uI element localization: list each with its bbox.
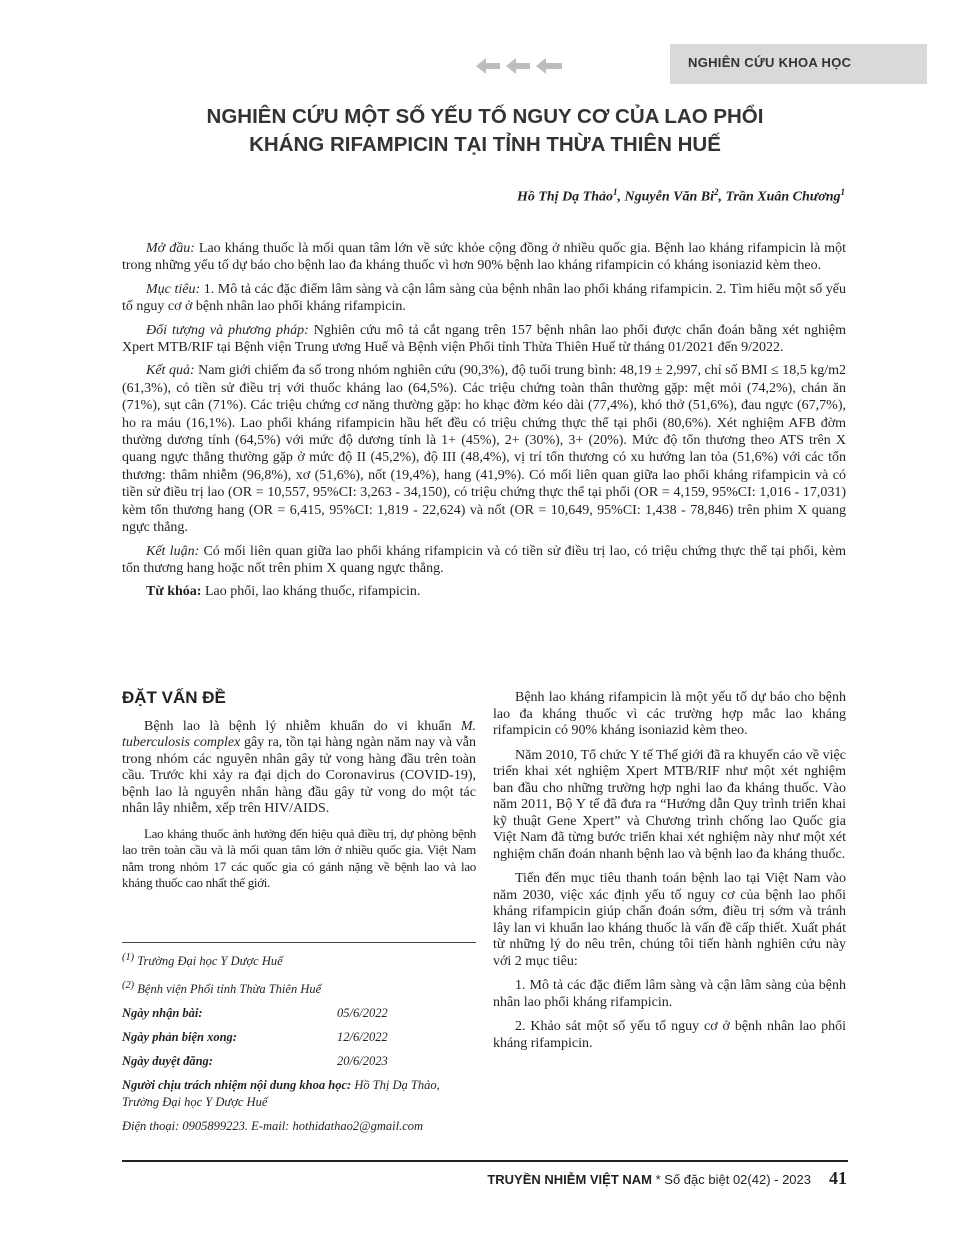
author-name: Hồ Thị Dạ Thảo	[516, 189, 614, 205]
body-text: Bệnh lao là bệnh lý nhiễm khuẩn do vi khuẩn	[144, 718, 461, 734]
author-affiliation-mark: 1	[613, 187, 618, 197]
keywords	[122, 583, 846, 600]
abstract-label: Kết quả:	[146, 363, 195, 379]
right-column	[493, 690, 846, 1060]
abstract-text: Nghiên cứu mô tả cắt ngang trên 157 bệnh nhân lao phổi được chẩn đoán bằng xét nghiệm Xpert MTB/RIF tại Bệnh viện Trung ương Huế và Bệnh viện Phổi tỉnh Thừa Thiên Huế từ tháng 01/2021 đến 9/2022.	[122, 322, 846, 356]
affiliation-text: Trường Đại học Y Dược Huế	[134, 954, 283, 969]
date-row	[122, 1029, 476, 1046]
date-value: 05/6/2022	[337, 1006, 388, 1021]
page-footer	[487, 1168, 847, 1189]
article-title	[120, 103, 850, 159]
body-paragraph: Lao kháng thuốc ảnh hưởng đến hiệu quả điều trị, dự phòng bệnh lao trên toàn cầu và là mối quan tâm lớn ở nhiều quốc gia. Việt Nam nằm trong nhóm 17 các quốc gia có gánh nặng về bệnh lao và lao kháng thuốc cao nhất thế giới.	[122, 825, 476, 890]
author-name: Trần Xuân Chương	[725, 189, 841, 205]
abstract-paragraph	[122, 240, 846, 275]
abstract-text: Nam giới chiếm đa số trong nhóm nghiên cứu (90,3%), độ tuổi trung bình: 48,19 ± 2,997, chỉ số BMI ≤ 18,5 kg/m2 (61,3%), có tiền sử điều trị với thuốc kháng lao (64,5%). Các triệu chứng toàn thân thường gặp: mệt mỏi (74,2%), chán ăn (71%), sụt cân (71%). Các triệu chứng cơ năng thường gặp: ho khạc đờm kéo dài (77,4%), khó thở (51,6%), đau ngực (67,7%), ho ra máu (16,1%). Lao phổi kháng rifampicin hầu hết đều có triệu chứng thực thể tại phổi (80,6%). Xét nghiệm AFB đờm thường dương tính (64,5%) với mức độ dương tính là 1+ (45%), 2+ (30%), 3+ (20%). Mức độ tổn thương theo ATS trên X quang ngực thẳng thường gặp ở mức độ II (45,2%), độ III (48,4%), vị trí tổn thương có xu hướng lan tỏa (51,6%) với các tổn thương: thâm nhiễm (96,8%), xơ (51,6%), nốt (19,4%), hang (41,9%). Có mối liên quan giữa lao phổi kháng rifampicin và có tiền sử điều trị lao (OR = 10,557, 95%CI: 3,263 - 34,150), có triệu chứng thực thể tại phổi (OR = 4,159, 95%CI: 1,016 - 17,031) kèm tổn thương hang (OR = 6,415, 95%CI: 1,819 - 22,624) và nốt (OR = 10,649, 95%CI: 1,438 - 78,846) trên phim X quang ngực thẳng.	[122, 363, 846, 536]
date-label: Ngày nhận bài:	[122, 1006, 203, 1021]
footer-divider	[122, 1160, 848, 1162]
affiliation-text: Bệnh viện Phổi tỉnh Thừa Thiên Huế	[134, 982, 322, 997]
issue-info: * Số đặc biệt 02(42) - 2023	[652, 1172, 811, 1187]
title-line-1: NGHIÊN CỨU MỘT SỐ YẾU TỐ NGUY CƠ CỦA LAO PHỔI	[206, 105, 764, 128]
author-affiliation-mark: 2	[714, 187, 719, 197]
date-label: Ngày duyệt đăng:	[122, 1054, 213, 1069]
abstract-label: Kết luận:	[146, 543, 200, 559]
body-paragraph: Năm 2010, Tổ chức Y tế Thế giới đã ra khuyến cáo về việc triển khai xét nghiệm Xpert MTB/RIF như một xét nghiệm ban đầu cho những trường hợp nghi lao đa kháng thuốc. Vào năm 2011, Bộ Y tế đã đưa ra “Hướng dẫn Quy trình triển khai kỹ thuật Gene Xpert” và Chương trình chống lao Quốc gia Việt Nam đã từng bước triển khai xét nghiệm này như một xét nghiệm chẩn đoán nhanh bệnh lao và bệnh lao đa kháng thuốc.	[493, 747, 846, 862]
section-label: NGHIÊN CỨU KHOA HỌC	[688, 55, 852, 70]
journal-name: TRUYỀN NHIỄM VIỆT NAM	[487, 1172, 652, 1187]
author-separator: ,	[718, 189, 726, 205]
responsible-label: Người chịu trách nhiệm nội dung khoa học:	[122, 1078, 352, 1093]
date-value: 20/6/2023	[337, 1054, 388, 1069]
contact-info: Điện thoại: 0905899223. E-mail: hothidathao2@gmail.com	[122, 1119, 424, 1134]
date-row	[122, 1005, 476, 1022]
responsible-author	[122, 1077, 476, 1111]
keywords-text: Lao phổi, lao kháng thuốc, rifampicin.	[201, 584, 421, 600]
page-number: 41	[829, 1168, 847, 1188]
left-column	[122, 690, 476, 900]
affiliation-mark: (2)	[122, 980, 135, 992]
title-line-2: KHÁNG RIFAMPICIN TẠI TỈNH THỪA THIÊN HUẾ	[249, 133, 721, 156]
decorative-arrows-icon	[476, 55, 566, 77]
date-label: Ngày phản biện xong:	[122, 1030, 237, 1045]
abstract-paragraph	[122, 543, 846, 578]
author-name: Nguyễn Văn Bi	[624, 189, 714, 205]
author-separator: ,	[617, 189, 625, 205]
body-paragraph: Bệnh lao kháng rifampicin là một yếu tố dự báo cho bệnh lao đa kháng thuốc vì các trường hợp mắc lao kháng rifampicin có 90% kháng isoniazid kèm theo.	[493, 690, 846, 738]
affiliation	[122, 949, 476, 970]
date-row	[122, 1053, 476, 1070]
article-info	[122, 942, 476, 1142]
notes-divider	[122, 942, 476, 943]
abstract-paragraph	[122, 362, 846, 536]
section-tab	[670, 44, 927, 84]
abstract-text: Có mối liên quan giữa lao phổi kháng rifampicin và có tiền sử điều trị lao, có triệu chứng thực thể tại phổi, kèm tổn thương hang hoặc nốt trên phim X quang ngực thẳng.	[122, 543, 846, 576]
body-text: gây ra, tồn tại hàng ngàn năm nay và vẫn trong nhóm các nguyên nhân gây tử vong hàng đầu trên toàn cầu. Trước khi xảy ra đại dịch do Coronavirus (COVID-19), bệnh lao là nguyên nhân hàng đầu gây tử vong do một tác nhân lây nhiễm, xếp trên HIV/AIDS.	[122, 735, 476, 816]
body-paragraph	[122, 719, 476, 818]
affiliation	[122, 977, 476, 998]
keywords-label: Từ khóa:	[146, 584, 202, 600]
species-name: M. tuberculosis complex	[122, 718, 476, 750]
abstract	[122, 240, 846, 607]
author-affiliation-mark: 1	[840, 187, 845, 197]
responsible-text: Hồ Thị Dạ Thảo, Trường Đại học Y Dược Huế	[122, 1078, 440, 1110]
abstract-label: Đối tượng và phương pháp:	[146, 322, 309, 338]
date-value: 12/6/2022	[337, 1030, 388, 1045]
abstract-label: Mở đầu:	[146, 241, 195, 256]
objective-item: 2. Khảo sát một số yếu tố nguy cơ ở bệnh nhân lao phổi kháng rifampicin.	[493, 1019, 846, 1051]
abstract-text: 1. Mô tả các đặc điểm lâm sàng và cận lâm sàng của bệnh nhân lao phổi kháng rifampicin. 2. Tìm hiểu một số yếu tố nguy cơ ở bệnh nhân lao phổi kháng rifampicin.	[122, 281, 847, 315]
abstract-label: Mục tiêu:	[146, 281, 201, 297]
affiliation-mark: (1)	[122, 952, 135, 963]
body-paragraph: Tiến đến mục tiêu thanh toán bệnh lao tại Việt Nam vào năm 2030, việc xác định yếu tố nguy cơ của bệnh lao phổi kháng rifampicin giúp chẩn đoán sớm, điều trị sớm và tránh lây lan vi khuẩn lao kháng thuốc là vấn đề cấp thiết. Xuất phát từ những lý do nêu trên, chúng tôi tiến hành nghiên cứu này với 2 mục tiêu:	[493, 871, 846, 969]
section-heading: ĐẶT VẤN ĐỀ	[122, 688, 226, 707]
abstract-text: Lao kháng thuốc là mối quan tâm lớn về sức khỏe cộng đồng ở nhiều quốc gia. Bệnh lao kháng rifampicin là một trong những yếu tố dự báo cho bệnh lao đa kháng thuốc vì hơn 90% bệnh lao kháng rifampicin có kháng isoniazid kèm theo.	[122, 241, 846, 274]
abstract-paragraph	[122, 281, 846, 316]
author-list	[517, 187, 845, 206]
abstract-paragraph	[122, 322, 846, 357]
objective-item: 1. Mô tả các đặc điểm lâm sàng và cận lâm sàng của bệnh nhân lao phổi kháng rifampicin.	[493, 978, 846, 1010]
